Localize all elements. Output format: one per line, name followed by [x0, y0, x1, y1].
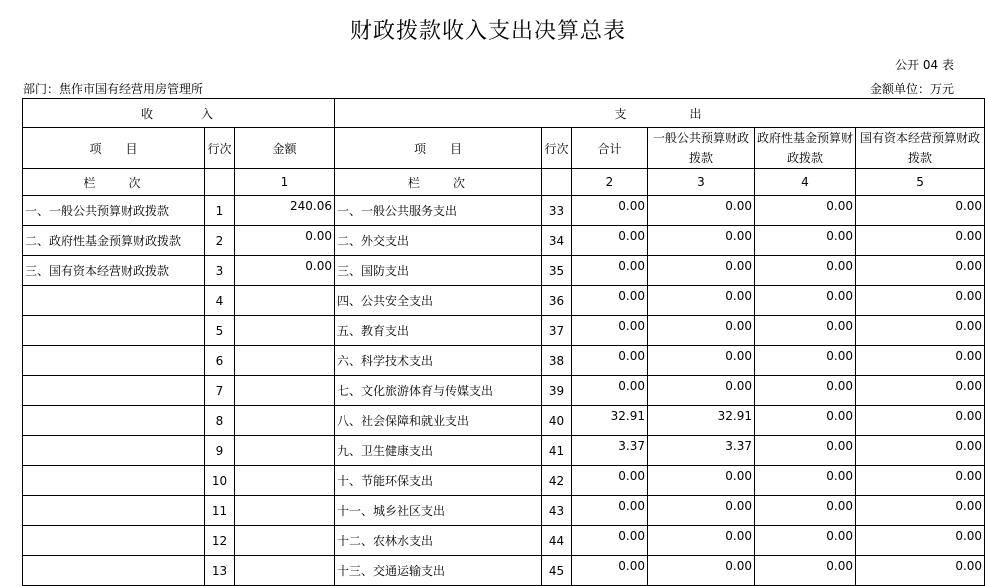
expense-line-cell: 33: [542, 196, 572, 226]
income-amount-cell: [235, 406, 335, 436]
expense-line-cell: 44: [542, 526, 572, 556]
state-capital-cell: 0.00: [856, 346, 985, 376]
table-row: [23, 256, 985, 286]
expense-line-cell: 35: [542, 256, 572, 286]
income-item-cell: [23, 496, 205, 526]
expense-line-cell: 40: [542, 406, 572, 436]
table-row: [23, 376, 985, 406]
income-line-cell: 7: [205, 376, 235, 406]
income-line-cell: 1: [205, 196, 235, 226]
general-budget-cell: 0.00: [648, 286, 755, 316]
income-item-cell: [23, 316, 205, 346]
expense-group-header: 支 出: [335, 99, 985, 128]
gov-fund-cell: 0.00: [755, 496, 856, 526]
income-line-cell: 6: [205, 346, 235, 376]
expense-line-cell: 36: [542, 286, 572, 316]
expense-line-cell: 39: [542, 376, 572, 406]
income-line-cell: 9: [205, 436, 235, 466]
gov-fund-cell: 0.00: [755, 286, 856, 316]
total-cell: 3.37: [572, 436, 648, 466]
expense-line-cell: 43: [542, 496, 572, 526]
general-budget-cell: 32.91: [648, 406, 755, 436]
col-number-1: 1: [235, 169, 335, 196]
state-capital-cell: 0.00: [856, 556, 985, 586]
total-header: 合计: [572, 128, 648, 169]
expense-column-label: 栏 次: [335, 169, 542, 196]
table-row: [23, 526, 985, 556]
col-number-5: 5: [856, 169, 985, 196]
table-row: [23, 226, 985, 256]
header-row-column-numbers: [23, 169, 985, 196]
income-item-cell: [23, 436, 205, 466]
header-row-columns: [23, 128, 985, 169]
general-budget-cell: 0.00: [648, 376, 755, 406]
income-item-cell: [23, 376, 205, 406]
total-cell: 0.00: [572, 526, 648, 556]
state-capital-cell: 0.00: [856, 316, 985, 346]
income-item-header: 项 目: [23, 128, 205, 169]
table-row: [23, 436, 985, 466]
col-number-2: 2: [572, 169, 648, 196]
general-budget-cell: 0.00: [648, 346, 755, 376]
gov-fund-cell: 0.00: [755, 436, 856, 466]
col-number-3: 3: [648, 169, 755, 196]
income-item-cell: [23, 526, 205, 556]
state-capital-cell: 0.00: [856, 436, 985, 466]
expense-line-cell: 34: [542, 226, 572, 256]
state-capital-cell: 0.00: [856, 406, 985, 436]
state-capital-cell: 0.00: [856, 496, 985, 526]
general-budget-cell: 0.00: [648, 496, 755, 526]
gov-fund-cell: 0.00: [755, 256, 856, 286]
gov-fund-cell: 0.00: [755, 316, 856, 346]
income-amount-cell: [235, 556, 335, 586]
income-amount-cell: [235, 496, 335, 526]
state-capital-cell: 0.00: [856, 526, 985, 556]
expense-line-header: 行次: [542, 128, 572, 169]
general-budget-cell: 3.37: [648, 436, 755, 466]
table-row: [23, 196, 985, 226]
income-amount-cell: [235, 346, 335, 376]
gov-fund-cell: 0.00: [755, 526, 856, 556]
income-item-cell: [23, 286, 205, 316]
income-item-cell: [23, 556, 205, 586]
income-line-header: 行次: [205, 128, 235, 169]
income-line-cell: 11: [205, 496, 235, 526]
expense-line-cell: 45: [542, 556, 572, 586]
total-cell: 0.00: [572, 346, 648, 376]
income-line-cell: 12: [205, 526, 235, 556]
income-amount-cell: [235, 436, 335, 466]
state-capital-cell: 0.00: [856, 376, 985, 406]
income-amount-cell: [235, 316, 335, 346]
expense-item-cell: 七、文化旅游体育与传媒支出: [335, 376, 542, 406]
expense-item-cell: 二、外交支出: [335, 226, 542, 256]
income-amount-cell: 0.00: [235, 256, 335, 286]
expense-line-cell: 41: [542, 436, 572, 466]
income-amount-cell: [235, 526, 335, 556]
income-amount-cell: [235, 466, 335, 496]
expense-item-cell: 十三、交通运输支出: [335, 556, 542, 586]
gov-fund-cell: 0.00: [755, 196, 856, 226]
col-number-4: 4: [755, 169, 856, 196]
expense-line-cell: 42: [542, 466, 572, 496]
table-code: 公开 04 表: [895, 58, 954, 72]
state-capital-cell: 0.00: [856, 466, 985, 496]
income-item-cell: [23, 346, 205, 376]
total-cell: 0.00: [572, 466, 648, 496]
state-capital-cell: 0.00: [856, 196, 985, 226]
expense-item-cell: 一、一般公共服务支出: [335, 196, 542, 226]
income-item-cell: 一、一般公共预算财政拨款: [23, 196, 205, 226]
expense-item-cell: 十二、农林水支出: [335, 526, 542, 556]
general-budget-cell: 0.00: [648, 526, 755, 556]
gov-fund-header: 政府性基金预算财政拨款: [755, 128, 856, 169]
table-row: [23, 466, 985, 496]
budget-summary-table: [22, 98, 985, 586]
income-amount-cell: 0.00: [235, 226, 335, 256]
income-line-cell: 5: [205, 316, 235, 346]
table-row: [23, 496, 985, 526]
state-capital-cell: 0.00: [856, 286, 985, 316]
table-row: [23, 286, 985, 316]
income-amount-header: 金额: [235, 128, 335, 169]
income-line-blank: [205, 169, 235, 196]
general-budget-cell: 0.00: [648, 466, 755, 496]
income-line-cell: 10: [205, 466, 235, 496]
expense-item-cell: 十、节能环保支出: [335, 466, 542, 496]
general-budget-cell: 0.00: [648, 196, 755, 226]
state-capital-cell: 0.00: [856, 256, 985, 286]
state-capital-header: 国有资本经营预算财政拨款: [856, 128, 985, 169]
total-cell: 0.00: [572, 226, 648, 256]
income-line-cell: 4: [205, 286, 235, 316]
general-budget-cell: 0.00: [648, 256, 755, 286]
gov-fund-cell: 0.00: [755, 556, 856, 586]
income-item-cell: 三、国有资本经营财政拨款: [23, 256, 205, 286]
gov-fund-cell: 0.00: [755, 466, 856, 496]
income-line-cell: 8: [205, 406, 235, 436]
department-label: 部门：焦作市国有经营用房管理所: [23, 82, 204, 96]
income-item-cell: 二、政府性基金预算财政拨款: [23, 226, 205, 256]
total-cell: 0.00: [572, 316, 648, 346]
expense-line-blank: [542, 169, 572, 196]
income-line-cell: 2: [205, 226, 235, 256]
report-title: 财政拨款收入支出决算总表: [349, 19, 626, 44]
income-line-cell: 3: [205, 256, 235, 286]
income-amount-cell: [235, 376, 335, 406]
expense-item-cell: 十一、城乡社区支出: [335, 496, 542, 526]
total-cell: 0.00: [572, 256, 648, 286]
gov-fund-cell: 0.00: [755, 376, 856, 406]
table-row: [23, 346, 985, 376]
gov-fund-cell: 0.00: [755, 346, 856, 376]
income-item-cell: [23, 466, 205, 496]
gov-fund-cell: 0.00: [755, 406, 856, 436]
expense-line-cell: 38: [542, 346, 572, 376]
general-budget-cell: 0.00: [648, 226, 755, 256]
total-cell: 32.91: [572, 406, 648, 436]
income-amount-cell: [235, 286, 335, 316]
expense-item-cell: 八、社会保障和就业支出: [335, 406, 542, 436]
expense-item-cell: 四、公共安全支出: [335, 286, 542, 316]
gov-fund-cell: 0.00: [755, 226, 856, 256]
general-budget-cell: 0.00: [648, 316, 755, 346]
income-item-cell: [23, 406, 205, 436]
amount-unit-label: 金额单位：万元: [869, 82, 954, 96]
income-column-label: 栏 次: [23, 169, 205, 196]
general-budget-cell: 0.00: [648, 556, 755, 586]
table-row: [23, 556, 985, 586]
total-cell: 0.00: [572, 556, 648, 586]
state-capital-cell: 0.00: [856, 226, 985, 256]
expense-line-cell: 37: [542, 316, 572, 346]
income-line-cell: 13: [205, 556, 235, 586]
general-budget-header: 一般公共预算财政拨款: [648, 128, 755, 169]
total-cell: 0.00: [572, 286, 648, 316]
expense-item-header: 项 目: [335, 128, 542, 169]
expense-item-cell: 三、国防支出: [335, 256, 542, 286]
header-row-groups: [23, 99, 985, 128]
total-cell: 0.00: [572, 496, 648, 526]
expense-item-cell: 九、卫生健康支出: [335, 436, 542, 466]
table-row: [23, 316, 985, 346]
income-amount-cell: 240.06: [235, 196, 335, 226]
total-cell: 0.00: [572, 196, 648, 226]
table-body: [23, 196, 985, 586]
table-row: [23, 406, 985, 436]
total-cell: 0.00: [572, 376, 648, 406]
expense-item-cell: 六、科学技术支出: [335, 346, 542, 376]
income-group-header: 收 入: [23, 99, 335, 128]
expense-item-cell: 五、教育支出: [335, 316, 542, 346]
